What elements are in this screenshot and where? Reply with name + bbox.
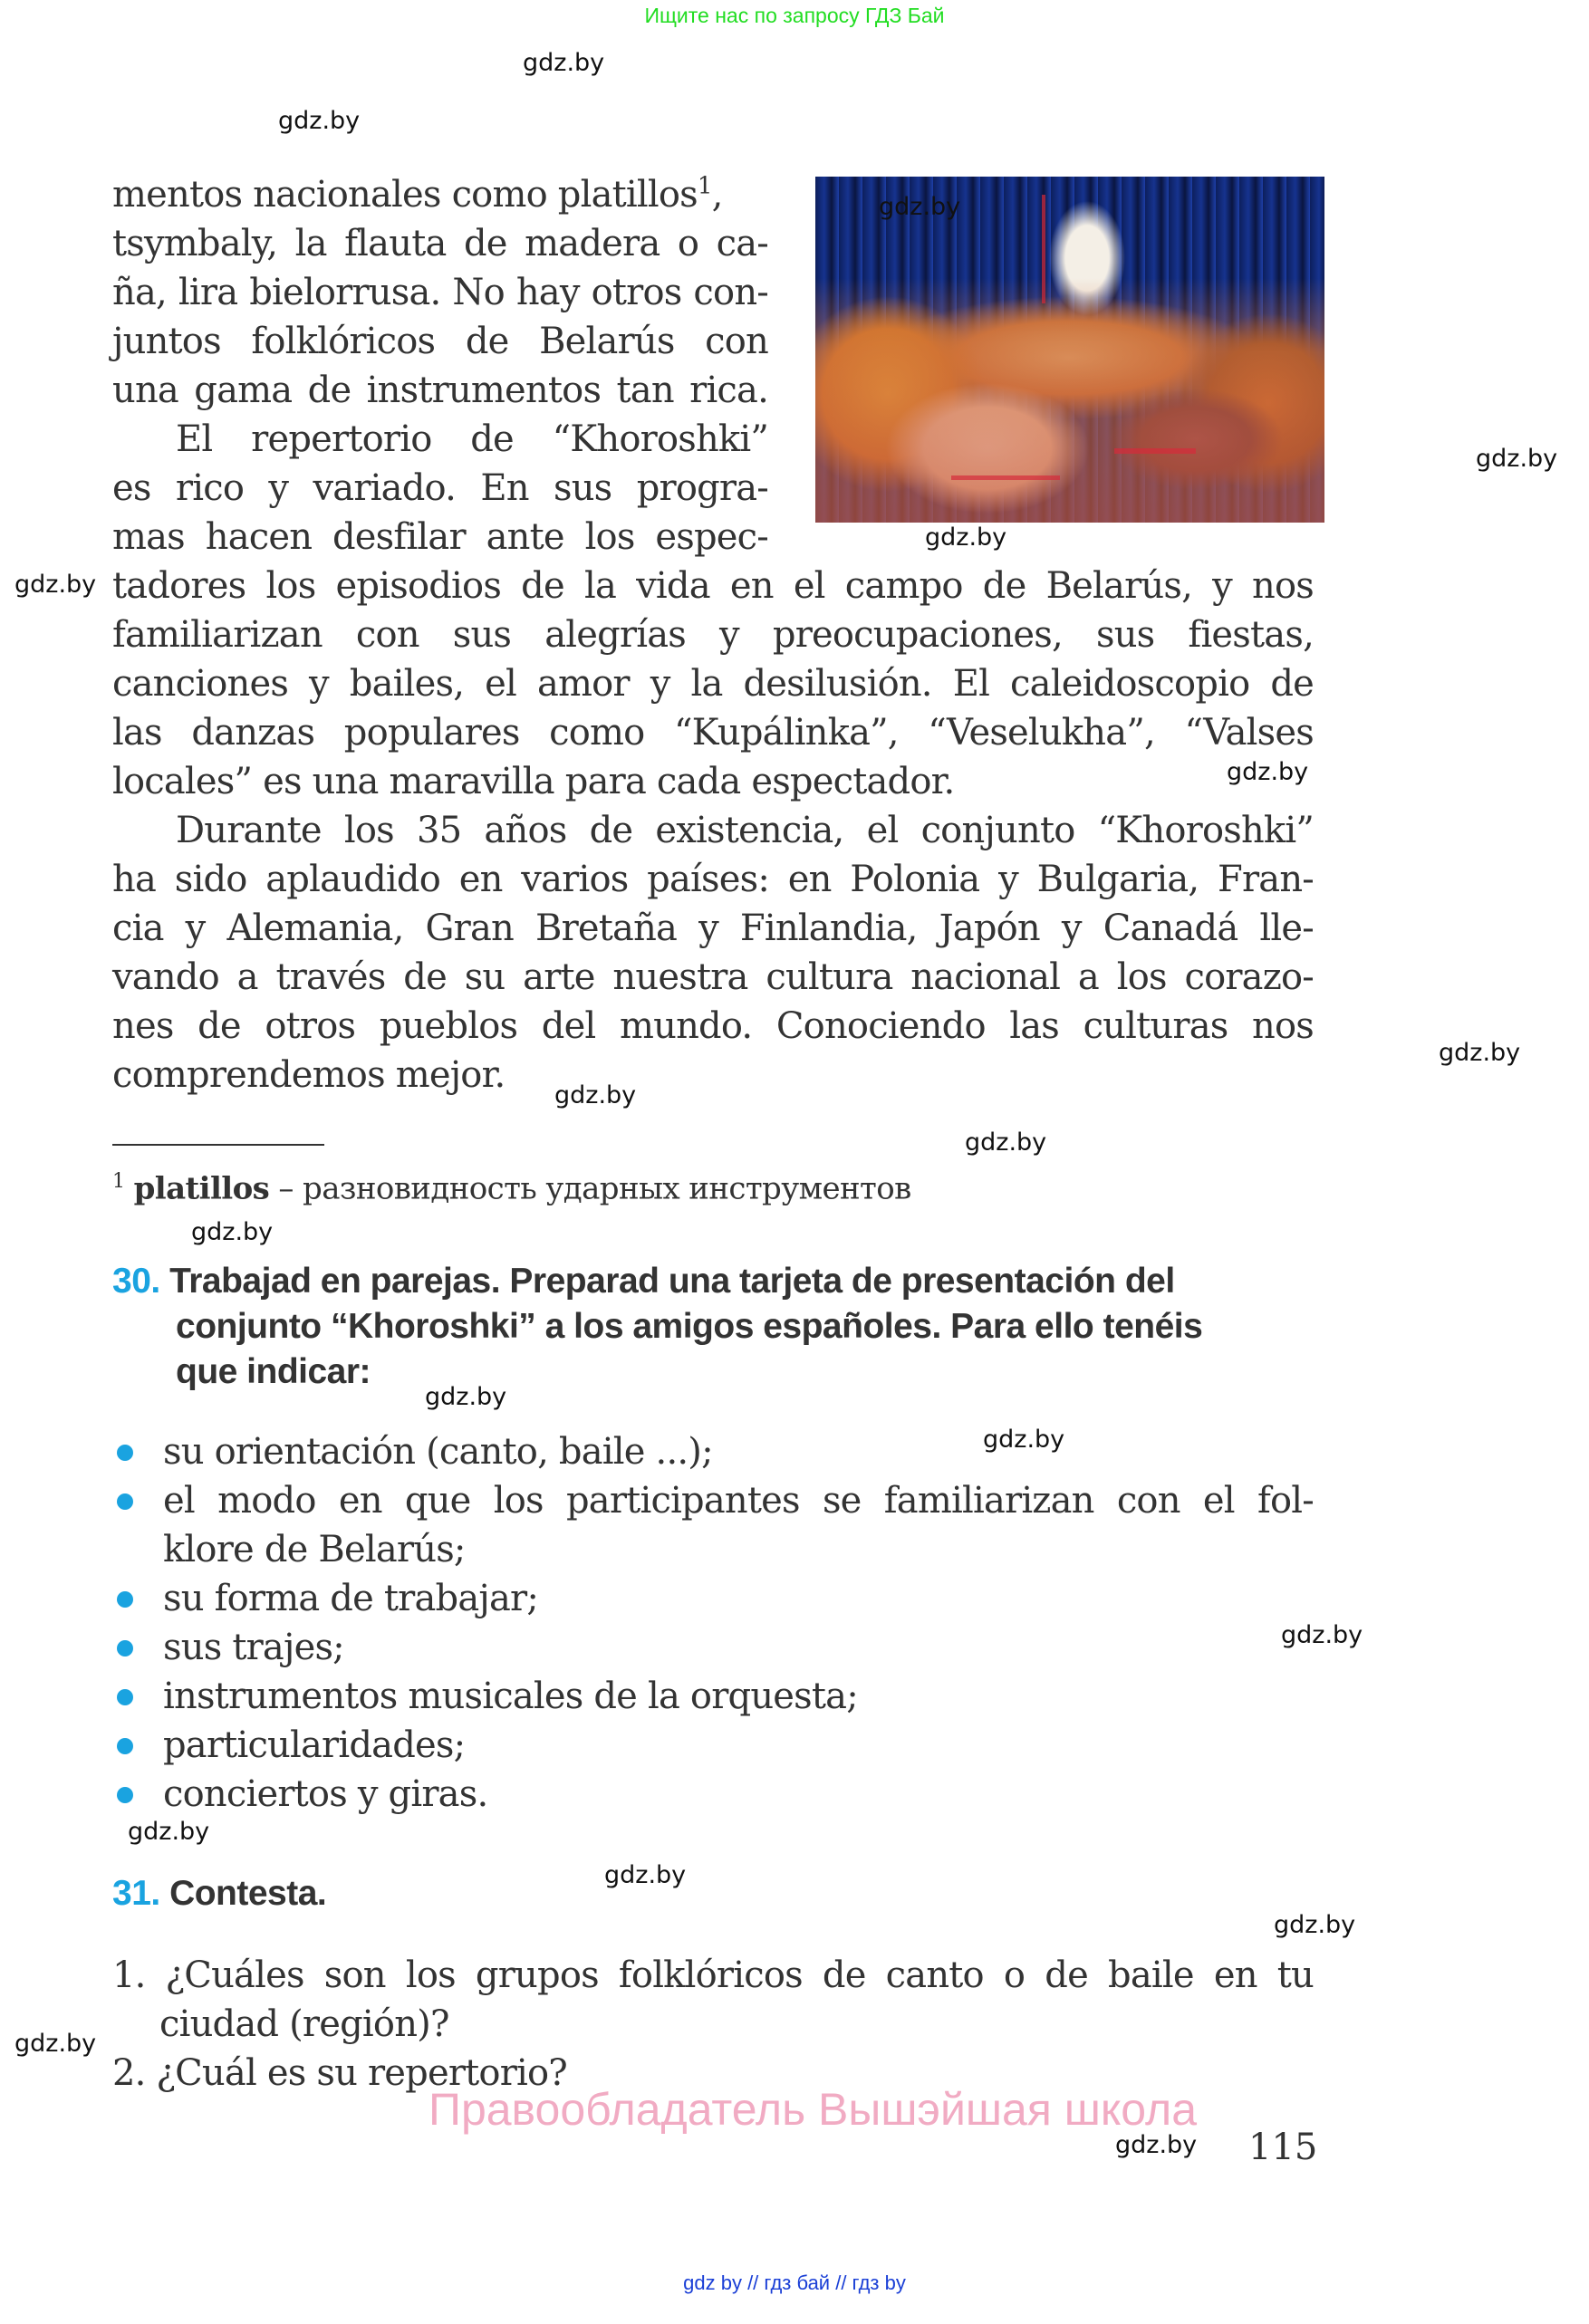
question-line: 1. ¿Cuáles son los grupos folklóricos de canto o de baile en tu <box>112 1954 1314 1996</box>
footnote-divider <box>112 1144 324 1146</box>
text-line: tadores los episodios de la vida en el campo de Belarús, y nos <box>112 565 1314 607</box>
exercise-title-line: conjunto “Khoroshki” a los amigos españoles. Para ello tenéis <box>176 1307 1203 1346</box>
watermark: gdz.by <box>604 1861 687 1889</box>
watermark: gdz.by <box>523 49 605 77</box>
footnote-ref[interactable]: 1 <box>697 172 712 200</box>
footnote-marker: 1 <box>112 1170 125 1193</box>
footnote-definition: разновидность ударных инструментов <box>303 1170 911 1207</box>
exercise-number: 30. <box>112 1262 160 1301</box>
copyright-watermark: Правообладатель Вышэйшая школа <box>429 2084 1197 2135</box>
text-line <box>112 170 774 219</box>
text-span: , <box>711 174 723 216</box>
text-line: cia y Alemania, Gran Bretaña y Finlandia, Japón y Canadá lle- <box>112 908 1314 949</box>
watermark: gdz.by <box>879 193 961 221</box>
watermark: gdz.by <box>14 2030 97 2058</box>
text-line: familiarizan con sus alegrías y preocupaciones, sus fiestas, <box>112 614 1314 656</box>
page-number: 115 <box>1248 2127 1318 2168</box>
exercise-title-line: Trabajad en parejas. Preparad una tarjeta de presentación del <box>169 1262 1175 1301</box>
bullet-icon <box>117 1591 133 1608</box>
top-banner: Ищите нас по запросу ГДЗ Бай <box>644 4 945 27</box>
list-item-text: el modo en que los participantes se familiarizan con el fol- <box>163 1480 1314 1522</box>
text-line: nes de otros pueblos del mundo. Conociendo las culturas nos <box>112 1005 1314 1047</box>
list-item-text: conciertos y giras. <box>163 1773 488 1815</box>
list-item-text: klore de Belarús; <box>163 1529 466 1570</box>
watermark: gdz.by <box>965 1128 1047 1157</box>
watermark: gdz.by <box>1281 1621 1363 1649</box>
text-line: Durante los 35 años de existencia, el conjunto “Khoroshki” <box>176 810 1314 851</box>
text-line: ha sido aplaudido en varios países: en Polonia y Bulgaria, Fran- <box>112 859 1314 900</box>
question-line: ciudad (región)? <box>159 2003 449 2045</box>
watermark: gdz.by <box>1476 445 1558 473</box>
text-line: las danzas populares como “Kupálinka”, “Veselukha”, “Valses <box>112 712 1314 754</box>
watermark: gdz.by <box>278 107 361 135</box>
text-line: vando a través de su arte nuestra cultura nacional a los corazo- <box>112 956 1314 998</box>
photo-ribbon <box>1042 195 1045 303</box>
bullet-icon <box>117 1787 133 1803</box>
photo-crowd-shading <box>815 278 1324 523</box>
watermark: gdz.by <box>1227 758 1309 786</box>
text-line: El repertorio de “Khoroshki” <box>176 418 768 460</box>
exercise-30-title <box>112 1259 1314 1304</box>
text-line: tsymbaly, la flauta de madera o ca- <box>112 223 768 264</box>
bottom-banner: gdz by // гдз бай // гдз by <box>683 2271 906 2294</box>
watermark: gdz.by <box>554 1081 637 1109</box>
exercise-title-text: Contesta. <box>169 1874 327 1913</box>
exercise-number: 31. <box>112 1874 160 1913</box>
watermark: gdz.by <box>191 1218 274 1246</box>
watermark: gdz.by <box>925 523 1007 552</box>
exercise-31-title <box>112 1871 1314 1916</box>
photo-embroidery <box>1114 448 1196 454</box>
watermark: gdz.by <box>1115 2131 1198 2159</box>
text-line: ña, lira bielorrusa. No hay otros con- <box>112 272 768 313</box>
text-line: es rico y variado. En sus progra- <box>112 467 768 509</box>
bullet-icon <box>117 1738 133 1754</box>
text-line: canciones y bailes, el amor y la desilusión. El caleidoscopio de <box>112 663 1314 705</box>
watermark: gdz.by <box>1274 1911 1356 1939</box>
text-line: una gama de instrumentos tan rica. <box>112 370 768 411</box>
list-item-text: sus trajes; <box>163 1627 344 1668</box>
text-span: mentos nacionales como platillos <box>112 174 698 216</box>
watermark: gdz.by <box>425 1383 507 1411</box>
list-item-text: instrumentos musicales de la orquesta; <box>163 1676 858 1717</box>
text-line: locales” es una maravilla para cada espectador. <box>112 761 955 802</box>
exercise-title-line: que indicar: <box>176 1352 371 1391</box>
list-item-text: particularidades; <box>163 1724 466 1766</box>
question-line: 2. ¿Cuál es su repertorio? <box>112 2052 567 2094</box>
text-line: juntos folklóricos de Belarús con <box>112 321 768 362</box>
watermark: gdz.by <box>1439 1039 1521 1067</box>
footnote-dash: – <box>269 1170 303 1207</box>
list-item-text: su forma de trabajar; <box>163 1578 539 1619</box>
text-line: comprendemos mejor. <box>112 1054 506 1096</box>
watermark: gdz.by <box>128 1818 210 1846</box>
watermark: gdz.by <box>983 1426 1065 1454</box>
list-item-text: su orientación (canto, baile ...); <box>163 1431 713 1473</box>
bullet-icon <box>117 1493 133 1510</box>
ensemble-photo <box>815 177 1324 523</box>
watermark: gdz.by <box>14 571 97 599</box>
bullet-icon <box>117 1689 133 1705</box>
footnote-term: platillos <box>133 1170 270 1207</box>
footnote <box>112 1162 911 1208</box>
bullet-icon <box>117 1640 133 1657</box>
photo-embroidery <box>951 475 1060 480</box>
text-line: mas hacen desfilar ante los espec- <box>112 516 768 558</box>
bullet-icon <box>117 1445 133 1461</box>
